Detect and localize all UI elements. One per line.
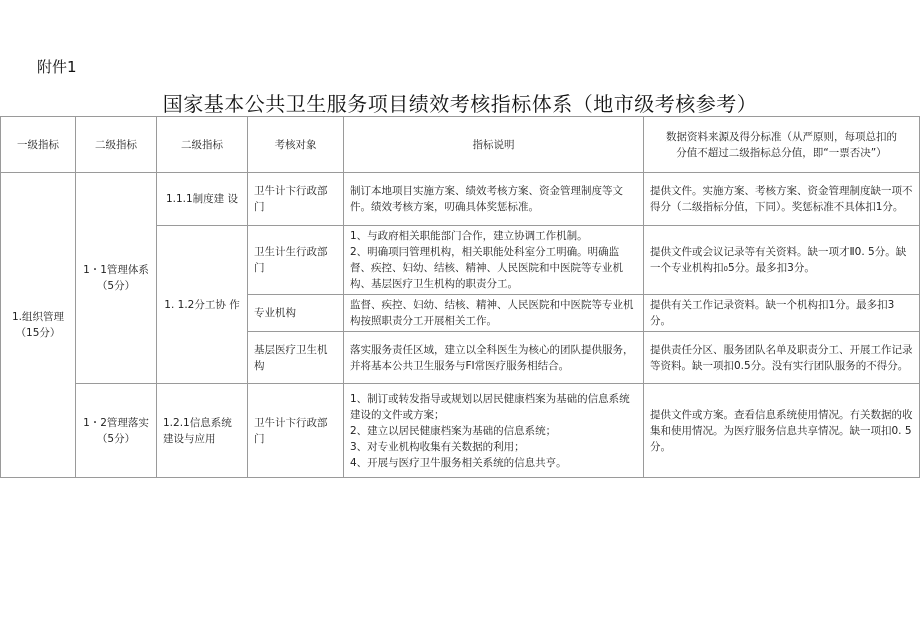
level3-cell: 1.1.1制度建 设 — [157, 173, 248, 226]
description-line: 3、对专业机构收集有关数据的利用； — [350, 440, 525, 453]
level3-cell: 1. 1.2分工协 作 — [157, 226, 248, 384]
description-cell — [344, 226, 644, 295]
table-row — [1, 384, 920, 478]
header-level3: 二级指标 — [157, 117, 248, 173]
indicator-table — [0, 116, 920, 478]
description-line: 1、与政府相关职能部门合作，建立协调工作机制。 — [350, 230, 588, 242]
header-scoring — [644, 117, 920, 173]
description-cell: 监督、疾控、妇幼、结核、精神、人民医院和中医院等专业机构按照职责分工开展相关工作。 — [344, 295, 644, 332]
level2-cell — [76, 384, 157, 478]
level2-cell — [76, 173, 157, 384]
header-level1: 一级指标 — [1, 117, 76, 173]
scoring-cell: 提供文件。实施方案、考核方案、资金管理制度缺一项不得分（二级指标分值，下同）。奖惩标准不具体扣1分。 — [644, 173, 920, 226]
description-line: 4、开展与医疗卫牛服务相关系统的信息共亨。 — [350, 456, 567, 469]
level2-score: （5分） — [96, 432, 136, 445]
header-scoring-line1: 数据资料来源及得分标准（从严原则，每项总扣的 — [666, 130, 897, 143]
header-level2: 二级指标 — [76, 117, 157, 173]
description-cell: 制订本地项目实施方案、绩效考核方案、资金管理制度等文件。绩效考核方案，叨确具体奖惩标准。 — [344, 173, 644, 226]
description-line: 2、明确项冃管理机构，相关职能处科室分工明确。明确监督、疾控、妇幼、结核、精神、人民医院和中医院等专业机构、基层医疗卫生机构的职责分工。 — [350, 246, 623, 290]
target-cell: 卫牛计卞行政部门 — [248, 384, 344, 478]
scoring-cell — [644, 226, 920, 295]
description-line: 2、建立以居民健康档案为基础的信息系统； — [350, 424, 557, 437]
level2-name: 1・2管理落实 — [83, 416, 149, 429]
scoring-subscript: 0 — [723, 264, 728, 273]
target-cell: 专业机构 — [248, 295, 344, 332]
attachment-label: 附件1 — [37, 58, 77, 76]
header-scoring-line2: 分值不超过二级指标总分值，即“一票否决”） — [676, 146, 887, 159]
level2-score: （5分） — [96, 280, 136, 292]
scoring-cell: 提供责任分区、服务团队名单及职责分工、开展工作记录等资料。缺一项扣0.5分。没有实行团队服务的不得分。 — [644, 332, 920, 384]
level1-score: （15分） — [15, 327, 61, 339]
scoring-cell: 提供文件或方案。查看信息系统使用情况。冇关数据的收集和使用情况。为医疗服务信息共享情况。缺一项扣0. 5分。 — [644, 384, 920, 478]
header-description: 指标说明 — [344, 117, 644, 173]
description-cell: 落实服务责任区域，建立以全科医生为核心的团队提供服务，并将基本公共卫生服务与FI常医疗服务相结合。 — [344, 332, 644, 384]
level2-name: 1・1管理体系 — [83, 264, 149, 276]
target-cell: 卫生计生行政部门 — [248, 226, 344, 295]
scoring-text-end: 5分。最多扣3分。 — [727, 261, 815, 274]
table-header-row — [1, 117, 920, 173]
header-target: 考核对象 — [248, 117, 344, 173]
target-cell: 卫牛计卞行政部门 — [248, 173, 344, 226]
level3-cell: 1.2.1信息系统建设与应用 — [157, 384, 248, 478]
description-line: 1、制订或转发指导或规划以居民健康档案为基础的信息系统建设的文件或方案； — [350, 392, 630, 421]
page-title: 国家基本公共卫生服务项目绩效考核指标体系（地市级考核参考） — [162, 92, 758, 116]
description-cell — [344, 384, 644, 478]
level1-cell — [1, 173, 76, 478]
target-cell: 基层医疗卫生机构 — [248, 332, 344, 384]
scoring-cell: 提供有关工作记录资料。缺一个机构扣1分。最多扣3分。 — [644, 295, 920, 332]
level1-name: 1.组织管理 — [11, 311, 65, 323]
scoring-text: 提供文件或会议记录等有关资料。缺一项才Ⅱ0. 5分。缺一个专业机构扣 — [650, 245, 907, 274]
table-row — [1, 173, 920, 226]
